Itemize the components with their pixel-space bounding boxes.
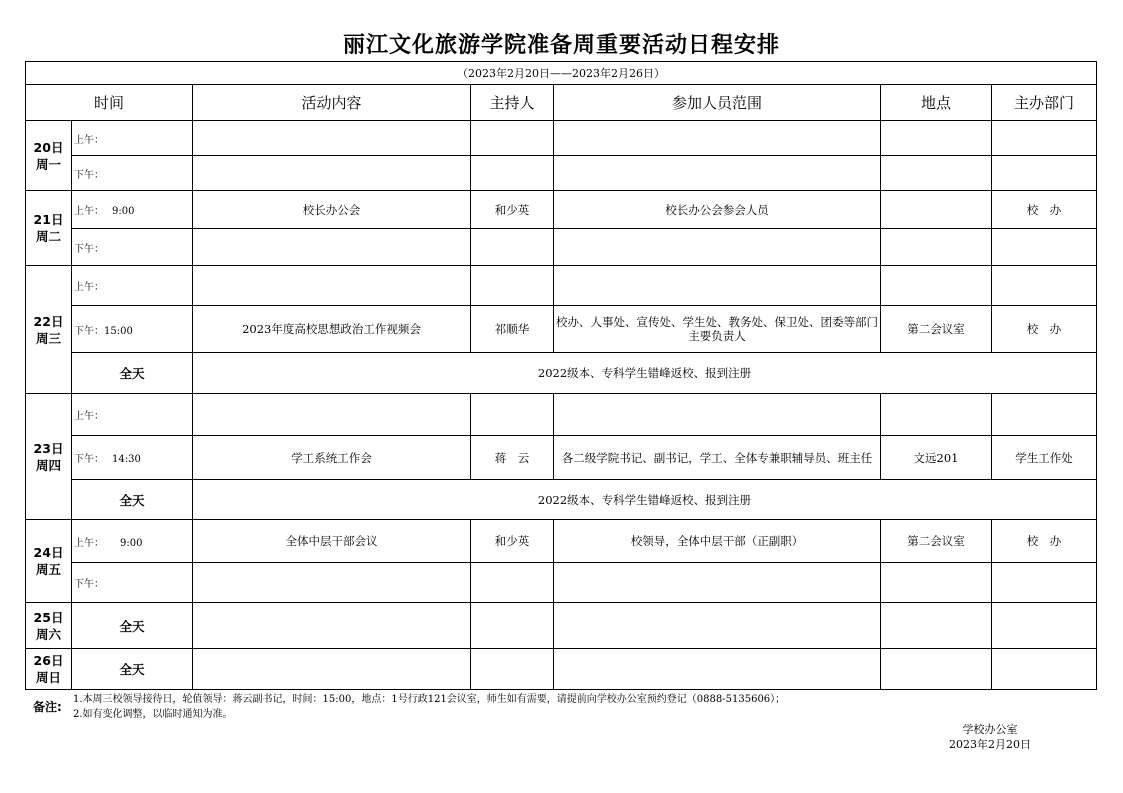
- activity-content: 全体中层干部会议: [193, 520, 471, 563]
- allday-content: 2022级本、专科学生错峰返校、报到注册: [193, 353, 1097, 394]
- notes-label: 备注:: [33, 700, 62, 714]
- day-cell-mon: [26, 121, 72, 191]
- allday-label: 全天: [72, 603, 193, 649]
- activity-host: 和少英: [471, 520, 554, 563]
- slot-am: [72, 121, 193, 156]
- slot-pm: [72, 156, 193, 191]
- day-weekday: 周日: [35, 670, 61, 685]
- issuer-block: [940, 722, 1040, 752]
- slot-label: 下午：: [74, 454, 104, 465]
- slot-am: [72, 266, 193, 306]
- activity-host: 祁顺华: [471, 306, 554, 353]
- day-cell-tue: [26, 191, 72, 266]
- table-row: [26, 156, 1097, 191]
- activity-content: 2023年度高校思想政治工作视频会: [193, 306, 471, 353]
- allday-label: 全天: [72, 353, 193, 394]
- activity-dept: 校 办: [992, 306, 1097, 353]
- day-cell-fri: [26, 520, 72, 603]
- header-participants: 参加人员范围: [554, 85, 881, 121]
- day-date: 23日: [33, 440, 64, 456]
- day-cell-wed: [26, 266, 72, 394]
- slot-pm: [72, 306, 193, 353]
- slot-time: 15:00: [104, 325, 133, 337]
- slot-time: 9:00: [112, 206, 135, 217]
- activity-location: 文远201: [881, 436, 992, 480]
- slot-label: 上午：: [74, 411, 104, 422]
- day-date: 21日: [33, 212, 64, 227]
- day-weekday: 周五: [35, 562, 61, 577]
- day-cell-sun: [26, 649, 72, 690]
- day-date: 20日: [33, 139, 64, 155]
- header-content: 活动内容: [193, 85, 471, 121]
- issue-date: 2023年2月20日: [949, 738, 1031, 751]
- header-row: [26, 85, 1097, 121]
- slot-pm: [72, 563, 193, 603]
- issuer-office: 学校办公室: [962, 723, 1018, 736]
- slot-pm: [72, 229, 193, 266]
- allday-content: 2022级本、专科学生错峰返校、报到注册: [193, 480, 1097, 520]
- table-row: [26, 520, 1097, 563]
- allday-label: 全天: [72, 480, 193, 520]
- activity-content: 学工系统工作会: [193, 436, 471, 480]
- slot-label: 上午：: [74, 206, 104, 217]
- slot-label: 上午：: [74, 282, 104, 293]
- slot-label: 下午：: [74, 325, 104, 337]
- table-row: [26, 266, 1097, 306]
- day-date: 25日: [33, 609, 64, 625]
- day-date: 24日: [33, 545, 64, 560]
- day-weekday: 周六: [35, 626, 61, 642]
- day-weekday: 周三: [35, 330, 61, 346]
- date-range: （2023年2月20日——2023年2月26日）: [26, 62, 1097, 85]
- table-row: [26, 436, 1097, 480]
- allday-label: 全天: [72, 649, 193, 690]
- slot-label: 上午：: [74, 134, 104, 146]
- slot-label: 下午：: [74, 243, 104, 255]
- table-row: [26, 121, 1097, 156]
- table-row: [26, 353, 1097, 394]
- activity-host: 蒋 云: [471, 436, 554, 480]
- day-weekday: 周一: [35, 156, 61, 172]
- activity-dept: 校 办: [992, 191, 1097, 229]
- table-row: [26, 394, 1097, 436]
- table-row: [26, 603, 1097, 649]
- activity-dept: 校 办: [992, 520, 1097, 563]
- slot-time: 9:00: [120, 537, 143, 549]
- activity-participants: 校长办公会参会人员: [554, 191, 881, 229]
- schedule-table: [25, 61, 1097, 690]
- page-title: 丽江文化旅游学院准备周重要活动日程安排: [342, 33, 780, 58]
- activity-participants: 校领导，全体中层干部（正副职）: [554, 520, 881, 563]
- activity-location: 第二会议室: [881, 306, 992, 353]
- slot-label: 上午：: [74, 537, 104, 549]
- activity-dept: 学生工作处: [992, 436, 1097, 480]
- notes-line-1: 1.本周三校领导接待日，轮值领导：蒋云副书记，时间：15:00，地点：1号行政121会议室，师生如有需要，请提前向学校办公室预约登记（0888-5135606）；: [73, 694, 786, 705]
- header-dept: 主办部门: [992, 85, 1097, 121]
- table-row: [26, 649, 1097, 690]
- slot-time: 14:30: [112, 454, 141, 465]
- table-row: [26, 229, 1097, 266]
- activity-location: 第二会议室: [881, 520, 992, 563]
- header-host: 主持人: [471, 85, 554, 121]
- activity-content: 校长办公会: [193, 191, 471, 229]
- activity-participants: 校办、人事处、宣传处、学生处、教务处、保卫处、团委等部门主要负责人: [554, 306, 881, 353]
- notes-line-2: 2.如有变化调整，以临时通知为准。: [73, 709, 233, 720]
- day-weekday: 周四: [35, 457, 61, 473]
- slot-pm: [72, 436, 193, 480]
- slot-label: 下午：: [74, 579, 104, 590]
- slot-label: 下午：: [74, 169, 104, 181]
- header-location: 地点: [881, 85, 992, 121]
- day-date: 22日: [33, 313, 64, 329]
- day-date: 26日: [33, 653, 64, 668]
- slot-am: [72, 394, 193, 436]
- table-row: [26, 480, 1097, 520]
- table-row: [26, 191, 1097, 229]
- table-row: [26, 563, 1097, 603]
- day-weekday: 周二: [35, 229, 61, 244]
- activity-location: [881, 191, 992, 229]
- table-row: [26, 306, 1097, 353]
- activity-host: 和少英: [471, 191, 554, 229]
- day-cell-sat: [26, 603, 72, 649]
- activity-participants: 各二级学院书记、副书记，学工、全体专兼职辅导员、班主任: [554, 436, 881, 480]
- slot-am: [72, 191, 193, 229]
- slot-am: [72, 520, 193, 563]
- day-cell-thu: [26, 394, 72, 520]
- header-time: 时间: [26, 85, 193, 121]
